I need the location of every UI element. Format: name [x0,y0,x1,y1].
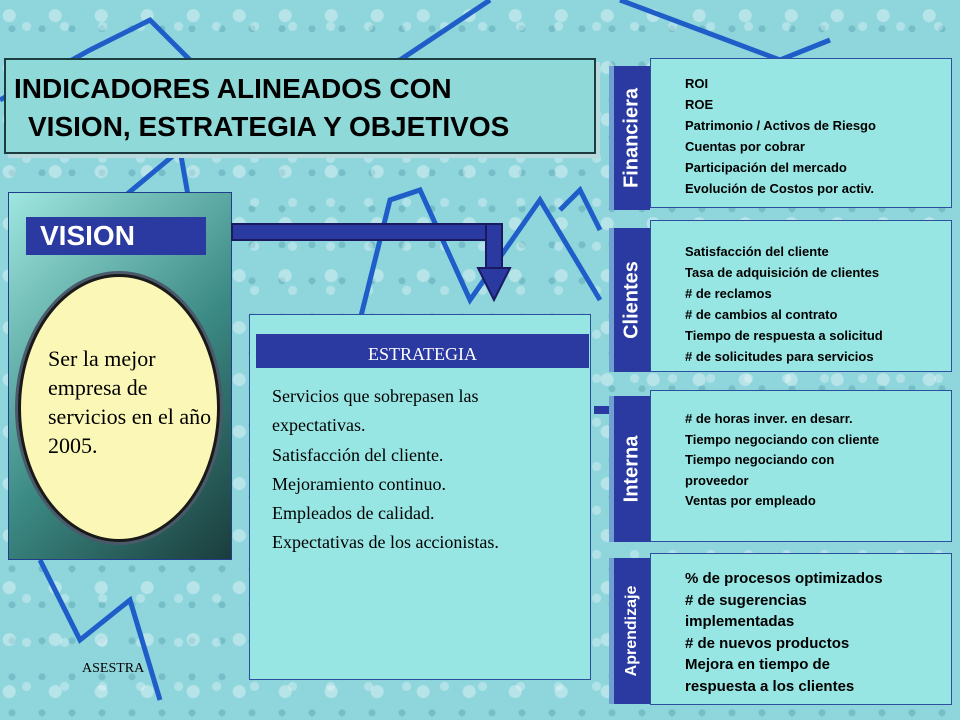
tab-interna-label: Interna [620,435,643,503]
strategy-item: Expectativas de los accionistas. [272,532,499,553]
list-item: Evolución de Costos por activ. [685,181,875,196]
title-box [4,58,596,154]
strategy-item: Servicios que sobrepasen las [272,386,479,406]
strategy-item: Satisfacción del cliente. [272,444,444,465]
vision-text: Ser la mejor empresa de servicios en el año 2005. [48,346,212,458]
strategy-item: expectativas. [272,415,366,436]
list-item: Patrimonio / Activos de Riesgo [685,118,876,133]
list-item: # de horas inver. en desarr. [685,411,853,426]
footer-brand: ASESTRA [82,661,145,676]
list-item: Tiempo negociando con cliente [685,431,880,447]
tab-clientes [614,228,650,372]
vision-label: VISION [26,217,206,255]
list-item: # de nuevos productos [685,634,850,652]
list-item: Ventas por empleado [685,493,816,508]
interna-box [650,390,952,542]
clientes-box [650,220,952,372]
list-item: # de cambios al contrato [685,307,838,322]
tab-interna [614,396,650,542]
clientes-list [685,241,951,367]
strategy-item: Empleados de calidad. [272,503,435,524]
list-item: Cuentas por cobrar [685,139,805,154]
tab-clientes-label: Clientes [620,261,643,339]
list-item: proveedor [685,472,749,488]
strategy-connector [594,406,614,414]
list-item: Participación del mercado [685,160,847,175]
aprendizaje-list [685,568,951,697]
list-item: Satisfacción del cliente [685,244,829,259]
tab-aprendizaje [614,558,650,704]
list-item: # de sugerencias [685,591,807,609]
list-item: Tasa de adquisición de clientes [685,265,880,280]
list-item: % de procesos optimizados [685,570,883,587]
financiera-box [650,58,952,208]
list-item: ROI [685,76,709,91]
tab-financiera [614,66,650,210]
strategy-label: ESTRATEGIA [256,334,589,368]
list-item: implementadas [685,613,795,630]
list-item: ROE [685,97,714,112]
list-item: # de solicitudes para servicios [685,349,874,364]
list-item: respuesta a los clientes [685,677,855,695]
title-line-1: INDICADORES ALINEADOS CON [14,73,452,104]
interna-list [685,409,951,512]
tab-aprendizaje-label: Aprendizaje [623,585,640,677]
title-line-2: VISION, ESTRATEGIA Y OBJETIVOS [28,111,510,142]
tab-financiera-label: Financiera [620,87,643,189]
list-item: Tiempo de respuesta a solicitud [685,328,883,343]
strategy-item: Mejoramiento continuo. [272,473,446,494]
financiera-list [685,73,951,199]
list-item: # de reclamos [685,286,772,301]
list-item: Mejora en tiempo de [685,656,831,673]
aprendizaje-box [650,553,952,705]
list-item: Tiempo negociando con [685,452,835,467]
strategy-list [272,382,588,558]
vision-to-strategy-arrow-icon [230,222,520,312]
